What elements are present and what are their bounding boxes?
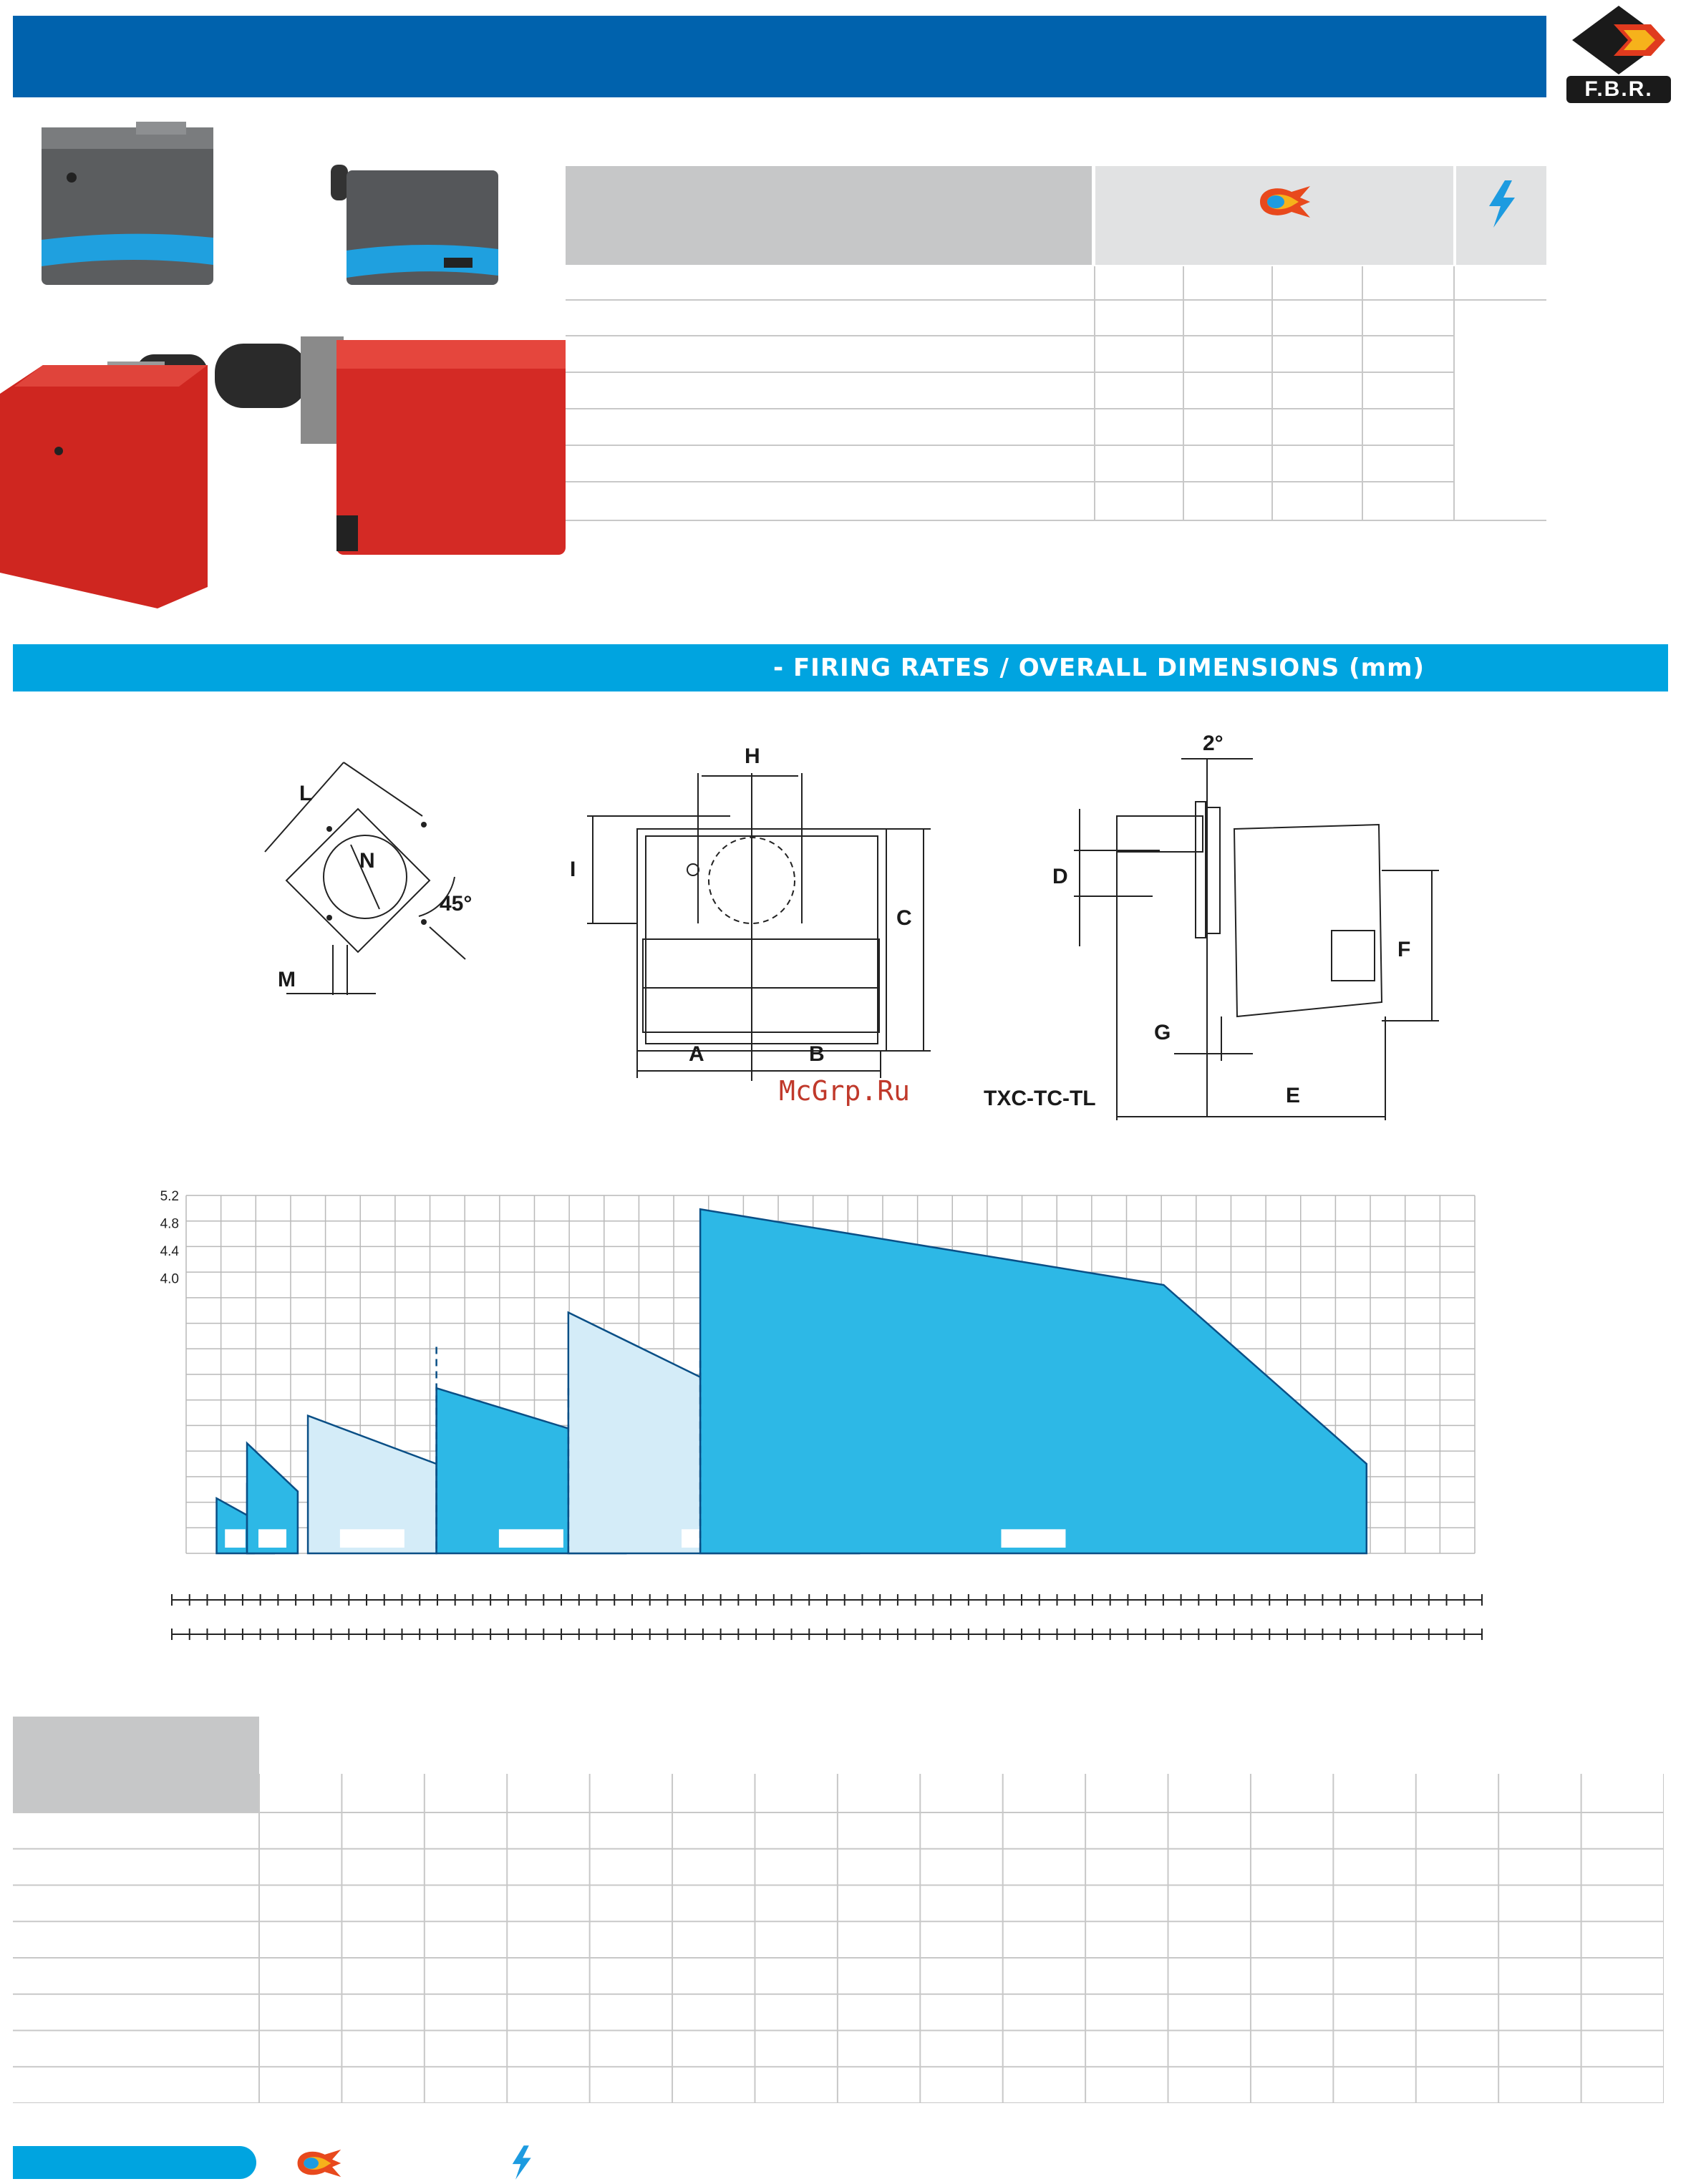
model-label-box <box>225 1529 246 1548</box>
dim-label-a: A <box>689 1042 704 1066</box>
model-label-box <box>1001 1529 1065 1548</box>
spec-col-line <box>1271 266 1273 520</box>
dim-label-c: C <box>896 906 912 930</box>
dim-label-h: H <box>745 744 760 768</box>
section-banner <box>13 644 1668 691</box>
model-label-box <box>258 1529 286 1548</box>
spec-row-line <box>566 335 1453 336</box>
flame-icon <box>294 2145 344 2182</box>
burner-photo-red-front <box>0 354 208 608</box>
y-tick-label: 5.2 <box>160 1189 179 1204</box>
side-view-diagram <box>981 730 1453 1131</box>
spec-row-line <box>566 481 1453 482</box>
spec-table-header-power <box>1456 166 1546 265</box>
lightning-icon <box>508 2143 534 2182</box>
chart-areas <box>217 1209 1367 1553</box>
dim-label-angle: 45° <box>440 892 473 916</box>
spec-table-header-fuel <box>1095 166 1453 265</box>
model-label: TXC-TC-TL <box>984 1087 1096 1110</box>
dimension-table-grid <box>13 1717 1664 2103</box>
lightning-icon <box>1483 179 1519 229</box>
firing-rate-chart <box>129 1181 1489 1654</box>
burner-photo-red-large <box>215 336 566 555</box>
spec-col-line <box>1094 266 1095 520</box>
chart-x-axes <box>172 1594 1482 1640</box>
spec-row-line <box>566 408 1453 409</box>
dim-label-g: G <box>1154 1021 1171 1044</box>
burner-photos <box>0 115 573 608</box>
spec-row-line <box>566 372 1453 373</box>
y-tick-label: 4.0 <box>160 1271 179 1287</box>
dim-label-n: N <box>359 849 375 873</box>
spec-table-header-label <box>566 166 1092 265</box>
chart-y-ticks <box>160 1189 180 1286</box>
dimension-table <box>13 1717 1664 2103</box>
dim-label-b: B <box>809 1042 825 1066</box>
dim-label-m: M <box>278 968 296 991</box>
watermark: McGrp.Ru <box>779 1075 911 1107</box>
logo-text: F.B.R. <box>1566 76 1671 103</box>
y-tick-label: 4.8 <box>160 1216 179 1232</box>
spec-table <box>566 166 1546 521</box>
logo-mark-icon <box>1558 4 1680 76</box>
dim-label-d: D <box>1052 865 1068 888</box>
firing-area-7 <box>700 1209 1367 1553</box>
dim-label-f: F <box>1397 938 1411 961</box>
model-label-box <box>499 1529 563 1548</box>
section-title: - FIRING RATES / OVERALL DIMENSIONS (mm) <box>773 654 1425 682</box>
dim-label-l: L <box>299 782 313 805</box>
y-tick-label: 4.4 <box>160 1243 179 1259</box>
header-banner <box>13 16 1546 97</box>
flange-diagram <box>258 744 515 1009</box>
fbr-logo <box>1558 4 1680 105</box>
footer-bar <box>13 2146 256 2179</box>
spec-col-line <box>1362 266 1363 520</box>
dim-label-angle-2: 2° <box>1203 732 1224 755</box>
spec-col-line <box>1183 266 1184 520</box>
dim-label-i: I <box>570 858 576 881</box>
flame-icon <box>1256 180 1313 223</box>
spec-col-line <box>1453 266 1455 520</box>
spec-row-line <box>566 299 1546 301</box>
model-label-box <box>340 1529 404 1548</box>
burner-photo-grey-small <box>42 122 213 285</box>
spec-row-line <box>566 520 1546 521</box>
spec-row-line <box>566 445 1453 446</box>
dim-label-e: E <box>1286 1084 1301 1107</box>
burner-photo-grey-tube <box>331 165 498 285</box>
